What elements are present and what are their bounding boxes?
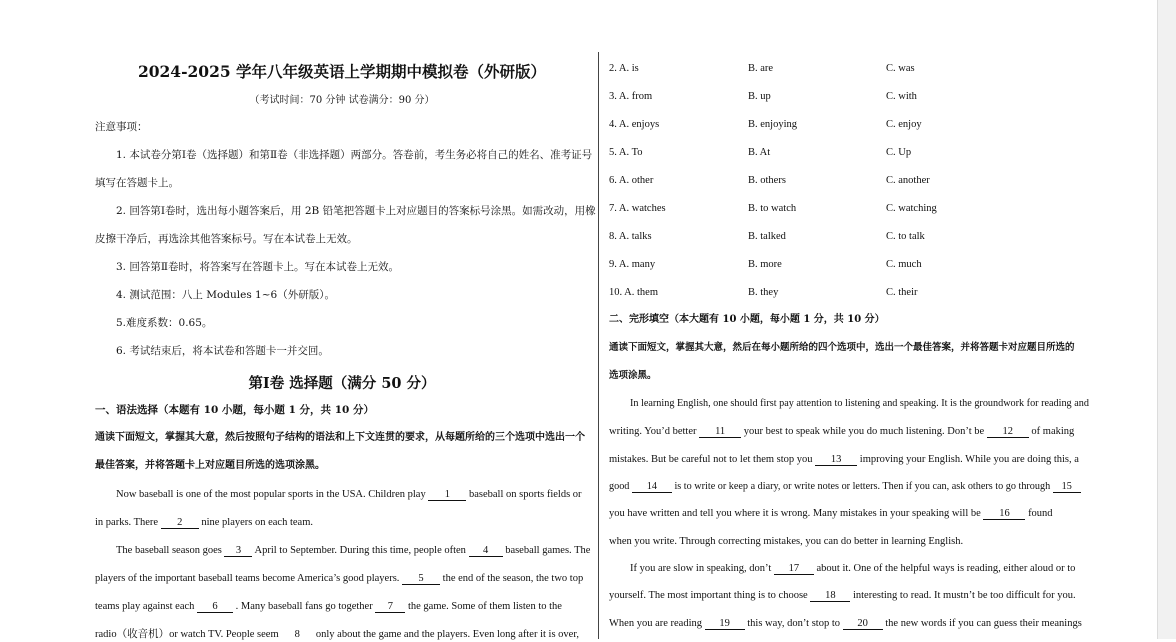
section1-instructions: 最佳答案，并将答题卡上对应题目所选的选项涂黑。 (95, 460, 325, 471)
passage-line: when you write. Through correcting mistakes, you can do better in learning English. (609, 536, 964, 547)
section2-instructions: 选项涂黑。 (609, 370, 657, 381)
passage-line: If you are slow in speaking, don’t 17 about it. One of the helpful ways is reading, either aloud or to (630, 563, 1076, 574)
option-c: C. another (886, 175, 930, 186)
note-line: 皮擦干净后，再选涂其他答案标号。写在本试卷上无效。 (95, 233, 358, 245)
blank-14: 14 (632, 481, 672, 493)
passage-line: writing. You’d better 11 your best to speak while you do much listening. Don’t be 12 of making (609, 426, 1075, 437)
passage-line: good 14 is to write or keep a diary, or write notes or letters. Then if you can, ask others to go through 15 (609, 480, 1081, 494)
option-c: C. was (886, 63, 915, 74)
option-a: 2. A. is (609, 63, 639, 74)
section2-instructions: 通读下面短文，掌握其大意，然后在每小题所给的四个选项中，选出一个最佳答案，并将答题卡对应题目所选的 (609, 342, 1075, 353)
option-c: C. watching (886, 203, 937, 214)
section2-title: 二、完形填空（本大题有 10 小题，每小题 1 分，共 10 分） (609, 314, 885, 325)
exam-title: 2024-2025 学年八年级英语上学期期中模拟卷（外研版） (137, 62, 547, 81)
blank-6: 6 (197, 601, 233, 613)
section1-title: 一、语法选择（本题有 10 小题，每小题 1 分，共 10 分） (95, 404, 374, 416)
note-line: 6. 考试结束后，将本试卷和答题卡一并交回。 (116, 345, 329, 357)
blank-16: 16 (983, 508, 1025, 520)
passage-line: yourself. The most important thing is to choose 18 interesting to read. It mustn’t be too difficult for you. (609, 590, 1076, 601)
blank-20: 20 (843, 618, 883, 630)
option-a: 4. A. enjoys (609, 119, 660, 130)
option-b: B. to watch (748, 203, 797, 214)
option-b: B. At (748, 147, 771, 158)
option-b: B. they (748, 287, 779, 298)
blank-18: 18 (810, 590, 850, 602)
note-line: 2. 回答第Ⅰ卷时，选出每小题答案后，用 2B 铅笔把答题卡上对应题目的答案标号涂黑。如需改动，用橡 (116, 205, 596, 217)
blank-3: 3 (224, 545, 252, 557)
option-a: 10. A. them (609, 287, 658, 298)
passage-line: mistakes. But be careful not to let them stop you 13 improving your English. While you are doing this, a (609, 454, 1079, 465)
passage-line: The baseball season goes 3 April to September. During this time, people often 4 baseball games. The (116, 545, 591, 556)
option-b: B. talked (748, 231, 786, 242)
option-a: 9. A. many (609, 259, 656, 270)
option-c: C. enjoy (886, 119, 922, 130)
passage-line: players of the important baseball teams become America’s good players. 5 the end of the season, the two top (95, 573, 584, 584)
passage-line: in parks. There 2 nine players on each team. (95, 517, 313, 528)
note-line: 4. 测试范围：八上 Modules 1~6（外研版）。 (116, 289, 335, 301)
option-b: B. up (748, 91, 771, 102)
blank-7: 7 (375, 601, 405, 613)
option-c: C. their (886, 287, 918, 298)
column-divider (598, 52, 599, 639)
option-b: B. more (748, 259, 782, 270)
blank-17: 17 (774, 563, 814, 575)
passage-line: When you are reading 19 this way, don’t stop to 20 the new words if you can guess their meanings (609, 618, 1082, 629)
passage-line: In learning English, one should first pay attention to listening and speaking. It is the groundwork for reading and (630, 398, 1089, 409)
blank-15: 15 (1053, 481, 1081, 493)
note-line: 1. 本试卷分第Ⅰ卷（选择题）和第Ⅱ卷（非选择题）两部分。答卷前，考生务必将自己的姓名、准考证号 (116, 149, 593, 161)
note-line: 填写在答题卡上。 (95, 177, 179, 189)
section1-instructions: 通读下面短文，掌握其大意，然后按照句子结构的语法和上下文连贯的要求，从每题所给的三个选项中选出一个 (95, 432, 585, 443)
blank-12: 12 (987, 426, 1029, 438)
note-line: 5.难度系数：0.65。 (116, 317, 213, 329)
part1-title: 第Ⅰ卷 选择题（满分 50 分） (248, 375, 436, 392)
blank-5: 5 (402, 573, 440, 585)
option-c: C. to talk (886, 231, 925, 242)
blank-2: 2 (161, 517, 199, 529)
notes-heading: 注意事项： (95, 121, 148, 133)
blank-13: 13 (815, 454, 857, 466)
option-a: 6. A. other (609, 175, 654, 186)
option-a: 3. A. from (609, 91, 653, 102)
note-line: 3. 回答第Ⅱ卷时，将答案写在答题卡上。写在本试卷上无效。 (116, 261, 399, 273)
passage-line: Now baseball is one of the most popular sports in the USA. Children play 1 baseball on sports fields or (116, 489, 582, 500)
blank-8: 8 (294, 629, 300, 640)
option-c: C. with (886, 91, 917, 102)
blank-11: 11 (699, 426, 741, 438)
option-b: B. enjoying (748, 119, 797, 130)
passage-line: you have written and tell you where it is wrong. Many mistakes in your speaking will be 16 found (609, 508, 1053, 519)
blank-4: 4 (469, 545, 503, 557)
option-b: B. others (748, 175, 786, 186)
option-c: C. Up (886, 147, 912, 158)
passage-line: radio（收音机）or watch TV. People seem 8 only about the game and the players. Even long after it is over, (95, 629, 580, 640)
option-a: 7. A. watches (609, 203, 666, 214)
option-b: B. are (748, 63, 774, 74)
option-a: 8. A. talks (609, 231, 652, 242)
blank-1: 1 (428, 489, 466, 501)
viewer-scroll-edge[interactable] (1157, 0, 1176, 639)
exam-subtitle: （考试时间：70 分钟 试卷满分：90 分） (249, 95, 435, 106)
passage-line: teams play against each 6 . Many baseball fans go together 7 the game. Some of them listen to the (95, 601, 562, 612)
option-a: 5. A. To (609, 147, 643, 158)
option-c: C. much (886, 259, 922, 270)
blank-19: 19 (705, 618, 745, 630)
